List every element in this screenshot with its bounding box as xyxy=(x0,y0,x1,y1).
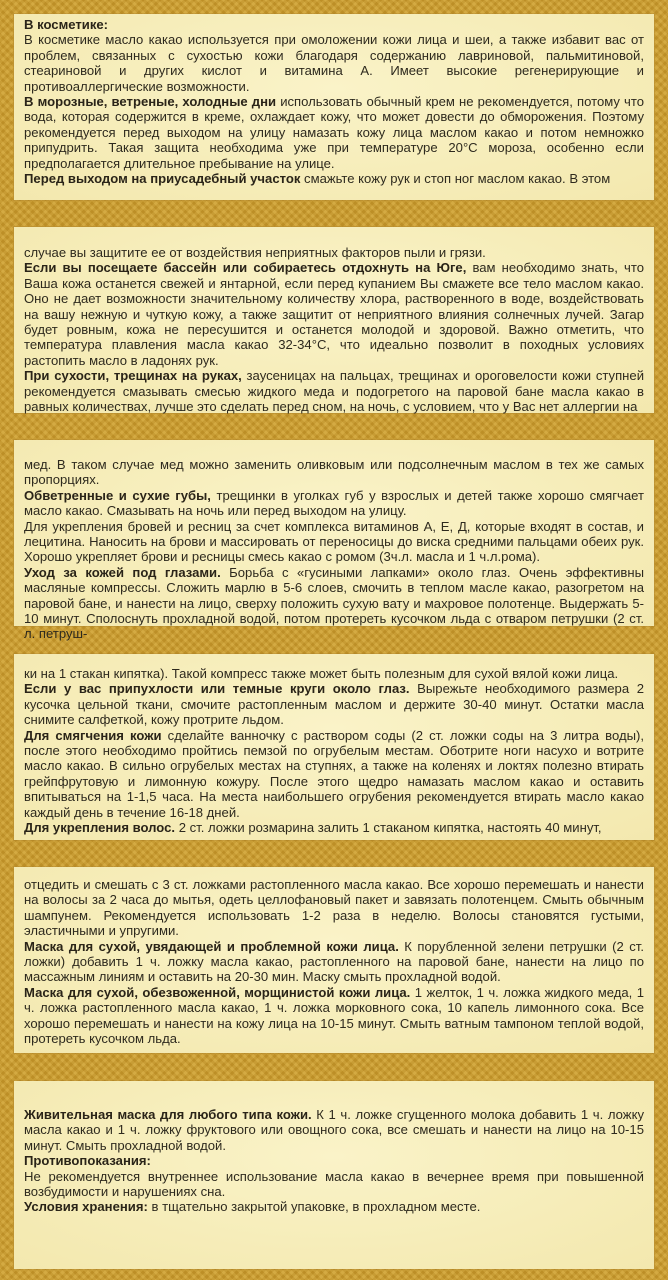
paragraph xyxy=(24,457,644,488)
heading-bold: Живительная маска для любого типа кожи. xyxy=(24,1107,312,1122)
paragraph-text: К 1 ч. ложке сгущенного молока добавить 1 ч. ложку масла какао и 1 ч. ложку фруктового или овощного сока, все смешать и нанести на лицо на 10-15 минут. Смыть прохладной водой. xyxy=(24,1107,644,1153)
paragraph-text: Не рекомендуется внутреннее использование масла какао в вечернее время при повышенной возбудимости и нарушениях сна. xyxy=(24,1168,644,1200)
paragraph xyxy=(24,1107,644,1153)
paragraph xyxy=(24,488,644,519)
text-panel-3 xyxy=(14,440,654,642)
heading-bold: В морозные, ветреные, холодные дни xyxy=(24,94,277,110)
heading-bold: Если вы посещаете бассейн или собираетесь отдохнуть на Юге, xyxy=(24,260,467,276)
paragraph-text: в тщательно закрытой упаковке, в прохладном месте. xyxy=(147,1199,481,1215)
paragraph xyxy=(24,728,644,820)
paragraph xyxy=(24,17,644,32)
paragraph xyxy=(24,565,644,642)
paragraph-text: мед. В таком случае мед можно заменить оливковым или подсолнечным маслом в тех же самых пропорциях. xyxy=(24,457,644,488)
paragraph-text: 1 желток, 1 ч. ложка жидкого меда, 1 ч. ложка растопленного масла какао, 1 ч. ложка морковного сока, 10 капель лимонного сока. Все хорошо перемешать и нанести на кожу лица на 10-15 минут. Смыть ватным тампоном теплой водой, протереть кусочком льда. xyxy=(24,984,644,1047)
paragraph-text: смажьте кожу рук и стоп ног маслом какао. В этом xyxy=(300,171,611,187)
paragraph-text: трещинки в уголках губ у взрослых и детей также хорошо смягчает масло какао. Смазывать на ночь или перед выходом на улицу. xyxy=(24,487,644,519)
paragraph xyxy=(24,1153,644,1168)
paragraph-text: Вырежьте необходимого размера 2 кусочка цельной ткани, смочите растопленным маслом и держите 30-40 минут. Остатки масла снимите салфеткой, кожу протрите льдом. xyxy=(24,681,645,728)
heading-bold: Противопоказания: xyxy=(24,1153,151,1169)
heading-bold: В косметике: xyxy=(24,17,109,32)
paragraph-text: Борьба с «гусиными лапками» около глаз. Очень эффективны масляные компрессы. Сложить марлю в 5-6 слоев, смочить в теплом масле какао, разогретом на паровой бане, и нанести на лицо, сверху положить сухую вату и махровое полотенце. Выдержать 5-10 минут. Сполоснуть прохладной водой, потом протереть кусочком льда с отваром петрушки (2 ст. л. петруш- xyxy=(24,564,644,642)
paragraph-text: отцедить и смешать с 3 ст. ложками растопленного масла какао. Все хорошо перемешать и нанести на волосы за 2 часа до мытья, одеть целлофановый пакет и завязать полотенцем. Смыть обычным шампунем. Рекомендуется использовать 1-2 раза в неделю. Волосы становятся густыми, эластичными и упругими. xyxy=(24,877,644,939)
paragraph-text: вам необходимо знать, что Ваша кожа останется свежей и янтарной, если перед купанием Вы смажете все тело маслом какао. Оно не дает возможности значительному количеству хлора, растворенного в воде, воздействовать на вашу нежную и чуткую кожу, а также защитит от неприятного влияния солнечных лучей. Загар будет ровным, кожа не пересушится и останется молодой и здоровой. Важно отметить, что температура плавления масла какао 32-34°С, что идеально позволит в походных условиях растопить масло в ладонях рук. xyxy=(24,260,644,368)
paragraph-text: заусеницах на пальцах, трещинах и ороговелости кожи ступней рекомендуется смазывать смесью жидкого меда и подогретого на паровой бане масла какао в равных количествах, лучше это сделать перед сном, на ночь, с условием, что у Вас нет аллергии на xyxy=(24,368,645,415)
paragraph xyxy=(24,368,644,414)
paragraph xyxy=(24,877,644,939)
paragraph-text: использовать обычный крем не рекомендуется, потому что вода, которая содержится в креме, охлаждает кожу, что может довести до обморожения. Поэтому рекомендуется перед выходом на улицу намазать кожу лица маслом какао и потом немножко припудрить. Такая защита необходима уже при температуре 20°С мороза, особенно если предполагается длительное пребывание на улице. xyxy=(24,94,645,171)
heading-bold: Для смягчения кожи xyxy=(24,727,162,743)
heading-bold: Если у вас припухлости или темные круги около глаз. xyxy=(24,681,410,697)
paragraph xyxy=(24,666,644,681)
paragraph xyxy=(24,519,644,565)
heading-bold: Для укрепления волос. xyxy=(24,820,176,836)
heading-bold: Уход за кожей под глазами. xyxy=(24,564,221,580)
paragraph-text: К порубленной зелени петрушки (2 ст. ложки) добавить 1 ч. ложку масла какао, растопленного на паровой бане, нанести на лицо по массажным линиям и оставить на 20-30 мин. Маску смыть прохладной водой. xyxy=(24,938,644,985)
paragraph xyxy=(24,681,644,727)
paragraph xyxy=(24,1199,644,1214)
paragraph xyxy=(24,820,644,835)
heading-bold: Условия хранения: xyxy=(24,1199,148,1215)
paragraph xyxy=(24,171,644,186)
heading-bold: При сухости, трещинах на руках, xyxy=(24,368,242,384)
paragraph xyxy=(24,939,644,985)
paragraph-text: случае вы защитите ее от воздействия неприятных факторов пыли и грязи. xyxy=(24,245,486,260)
heading-bold: Перед выходом на приусадебный участок xyxy=(24,171,301,187)
text-panel-2 xyxy=(14,227,654,413)
paragraph-text: В косметике масло какао используется при омоложении кожи лица и шеи, а также избавит вас от проблем, связанных с сухостью кожи благодаря содержанию лавриновой, пальмитиновой, стеариновой и других кислот и витамина А. Имеет высокие регенерирующие и противоаллергические возможности. xyxy=(24,32,644,94)
paragraph-text: ки на 1 стакан кипятка). Такой компресс также может быть полезным для сухой вялой кожи лица. xyxy=(24,666,619,681)
paragraph xyxy=(24,32,644,94)
text-panel-5 xyxy=(14,867,654,1053)
paragraph xyxy=(24,94,644,171)
paragraph-text: Для укрепления бровей и ресниц за счет комплекса витаминов А, Е, Д, которые входят в состав, и лецитина. Наносить на брови и массировать от переносицы до виска средними пальцами обеих рук. Хорошо укрепляет брови и ресницы смесь какао с ромом (3ч.л. масла и 1 ч.л.рома). xyxy=(24,518,644,565)
paragraph xyxy=(24,1169,644,1200)
heading-bold: Маска для сухой, обезвоженной, морщинистой кожи лица. xyxy=(24,984,411,1000)
text-panel-6 xyxy=(14,1081,654,1269)
heading-bold: Маска для сухой, увядающей и проблемной кожи лица. xyxy=(24,938,399,954)
text-panel-4 xyxy=(14,654,654,840)
paragraph xyxy=(24,985,644,1047)
paragraph-text: 2 ст. ложки розмарина залить 1 стаканом кипятка, настоять 40 минут, xyxy=(175,820,602,836)
paragraph xyxy=(24,245,644,260)
paragraph-text: сделайте ванночку с раствором соды (2 ст. ложки соды на 3 литра воды), после этого необходимо пройтись пемзой по огрубелым местам. Оботрите ноги насухо и вотрите масло какао. В сильно огрубелых местах на ступнях, а также на коленях и локтях полезно втирать грейпфрутовую и лимонную кожуру. После этого щедро намазать маслом какао и оставить впитываться на 1-1,5 часа. На места наибольшего огрубения рекомендуется втирать масло какао каждый день в течение 16-18 дней. xyxy=(24,727,644,820)
text-panel-1 xyxy=(14,14,654,200)
heading-bold: Обветренные и сухие губы, xyxy=(24,487,211,503)
paragraph xyxy=(24,260,644,368)
